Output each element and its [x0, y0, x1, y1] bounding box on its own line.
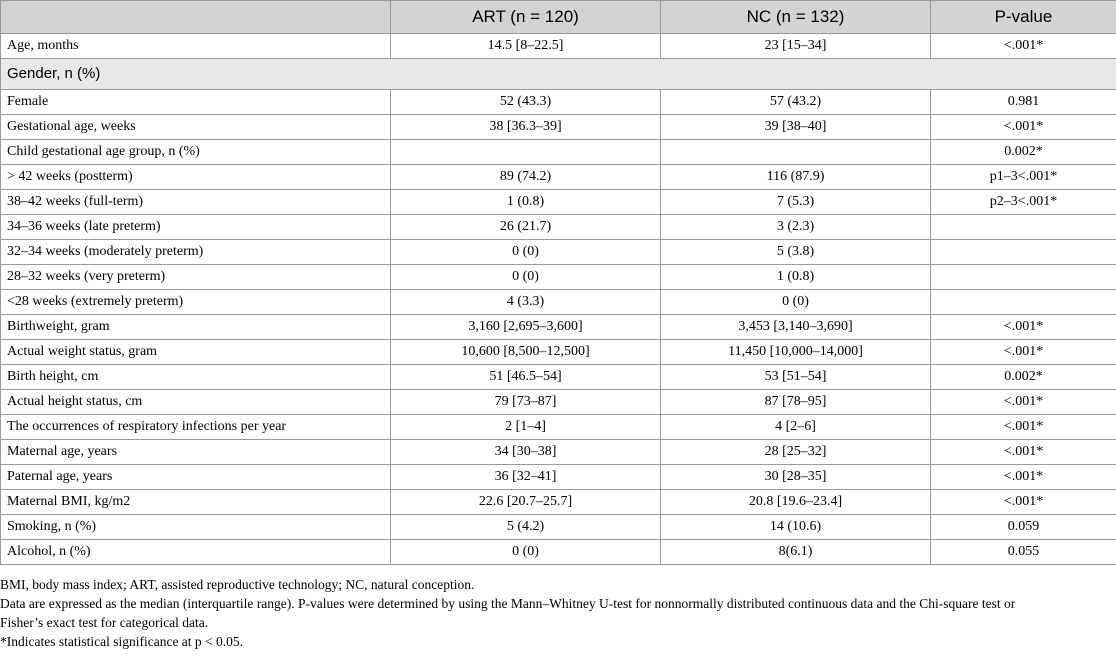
- row-p: p1–3<.001*: [931, 165, 1116, 190]
- row-nc: 4 [2–6]: [661, 415, 931, 440]
- row-p: <.001*: [931, 115, 1116, 140]
- table-row: [1, 540, 1116, 565]
- row-label: Maternal BMI, kg/m2: [1, 490, 391, 515]
- row-nc: 8(6.1): [661, 540, 931, 565]
- row-p: 0.002*: [931, 140, 1116, 165]
- table-header-row: [1, 1, 1116, 34]
- row-nc: 28 [25–32]: [661, 440, 931, 465]
- row-label: <28 weeks (extremely preterm): [1, 290, 391, 315]
- table-row: [1, 240, 1116, 265]
- row-art: 36 [32–41]: [391, 465, 661, 490]
- row-art: 0 (0): [391, 540, 661, 565]
- row-p: [931, 265, 1116, 290]
- row-label: Female: [1, 90, 391, 115]
- footnote-data-line-1: Data are expressed as the median (interquartile range). P-values were determined by using the Mann–Whitney U-test for nonnormally distributed continuous data and the Chi-square test or: [0, 596, 1016, 611]
- table-row: [1, 115, 1116, 140]
- row-art: 10,600 [8,500–12,500]: [391, 340, 661, 365]
- table-row: [1, 440, 1116, 465]
- row-p: <.001*: [931, 415, 1116, 440]
- row-art: 89 (74.2): [391, 165, 661, 190]
- footnote-abbreviations: BMI, body mass index; ART, assisted reproductive technology; NC, natural conception.: [0, 577, 475, 592]
- row-p: <.001*: [931, 340, 1116, 365]
- row-nc: 1 (0.8): [661, 265, 931, 290]
- table-row: [1, 140, 1116, 165]
- row-p: <.001*: [931, 315, 1116, 340]
- row-label: Birth height, cm: [1, 365, 391, 390]
- row-p: <.001*: [931, 440, 1116, 465]
- table-row: [1, 515, 1116, 540]
- row-art: 1 (0.8): [391, 190, 661, 215]
- row-p: 0.002*: [931, 365, 1116, 390]
- row-art: 51 [46.5–54]: [391, 365, 661, 390]
- row-art: 5 (4.2): [391, 515, 661, 540]
- row-label: The occurrences of respiratory infections per year: [1, 415, 391, 440]
- row-label: 32–34 weeks (moderately preterm): [1, 240, 391, 265]
- table-row: [1, 190, 1116, 215]
- row-label: Gestational age, weeks: [1, 115, 391, 140]
- section-row-gender: [1, 59, 1116, 90]
- row-label: 34–36 weeks (late preterm): [1, 215, 391, 240]
- row-label: > 42 weeks (postterm): [1, 165, 391, 190]
- row-p: 0.059: [931, 515, 1116, 540]
- row-art: 2 [1–4]: [391, 415, 661, 440]
- row-p: [931, 215, 1116, 240]
- row-label: Paternal age, years: [1, 465, 391, 490]
- row-nc: 0 (0): [661, 290, 931, 315]
- footnote-significance: *Indicates statistical significance at p < 0.05.: [0, 634, 244, 649]
- row-art: 14.5 [8–22.5]: [391, 34, 661, 59]
- row-label: Maternal age, years: [1, 440, 391, 465]
- row-art: 26 (21.7): [391, 215, 661, 240]
- row-art: 22.6 [20.7–25.7]: [391, 490, 661, 515]
- row-label: Alcohol, n (%): [1, 540, 391, 565]
- row-nc: 14 (10.6): [661, 515, 931, 540]
- row-p: <.001*: [931, 465, 1116, 490]
- row-nc: 23 [15–34]: [661, 34, 931, 59]
- row-art: 0 (0): [391, 265, 661, 290]
- table-row: [1, 90, 1116, 115]
- row-nc: 3 (2.3): [661, 215, 931, 240]
- table-row: [1, 390, 1116, 415]
- row-nc: 87 [78–95]: [661, 390, 931, 415]
- table-row: [1, 415, 1116, 440]
- row-p: p2–3<.001*: [931, 190, 1116, 215]
- header-blank: [1, 1, 391, 34]
- table-row: [1, 490, 1116, 515]
- row-nc: [661, 140, 931, 165]
- row-label: Child gestational age group, n (%): [1, 140, 391, 165]
- table-footnotes: [0, 565, 1116, 651]
- table-row: [1, 290, 1116, 315]
- row-nc: 53 [51–54]: [661, 365, 931, 390]
- header-nc: NC (n = 132): [661, 1, 931, 34]
- table-row: [1, 165, 1116, 190]
- row-label: 38–42 weeks (full-term): [1, 190, 391, 215]
- row-label: Actual height status, cm: [1, 390, 391, 415]
- footnote-data-line-2: Fisher’s exact test for categorical data.: [0, 615, 209, 630]
- row-p: <.001*: [931, 490, 1116, 515]
- row-art: 34 [30–38]: [391, 440, 661, 465]
- row-label: Age, months: [1, 34, 391, 59]
- row-nc: 39 [38–40]: [661, 115, 931, 140]
- row-art: 0 (0): [391, 240, 661, 265]
- row-nc: 20.8 [19.6–23.4]: [661, 490, 931, 515]
- row-art: 4 (3.3): [391, 290, 661, 315]
- row-nc: 57 (43.2): [661, 90, 931, 115]
- row-p: [931, 290, 1116, 315]
- row-art: [391, 140, 661, 165]
- table-row: [1, 215, 1116, 240]
- table-row: [1, 265, 1116, 290]
- row-art: 3,160 [2,695–3,600]: [391, 315, 661, 340]
- row-p: [931, 240, 1116, 265]
- row-nc: 11,450 [10,000–14,000]: [661, 340, 931, 365]
- row-p: <.001*: [931, 34, 1116, 59]
- header-p-value: P-value: [931, 1, 1116, 34]
- row-art: 38 [36.3–39]: [391, 115, 661, 140]
- row-nc: 5 (3.8): [661, 240, 931, 265]
- row-nc: 116 (87.9): [661, 165, 931, 190]
- table-row: [1, 465, 1116, 490]
- row-nc: 30 [28–35]: [661, 465, 931, 490]
- row-nc: 7 (5.3): [661, 190, 931, 215]
- table-row: [1, 34, 1116, 59]
- row-label: 28–32 weeks (very preterm): [1, 265, 391, 290]
- row-label: Smoking, n (%): [1, 515, 391, 540]
- table-row: [1, 315, 1116, 340]
- row-p: 0.055: [931, 540, 1116, 565]
- header-art: ART (n = 120): [391, 1, 661, 34]
- row-p: <.001*: [931, 390, 1116, 415]
- row-p: 0.981: [931, 90, 1116, 115]
- row-nc: 3,453 [3,140–3,690]: [661, 315, 931, 340]
- table-row: [1, 365, 1116, 390]
- row-label: Actual weight status, gram: [1, 340, 391, 365]
- section-label: Gender, n (%): [1, 59, 1116, 90]
- row-art: 52 (43.3): [391, 90, 661, 115]
- table-row: [1, 340, 1116, 365]
- row-label: Birthweight, gram: [1, 315, 391, 340]
- row-art: 79 [73–87]: [391, 390, 661, 415]
